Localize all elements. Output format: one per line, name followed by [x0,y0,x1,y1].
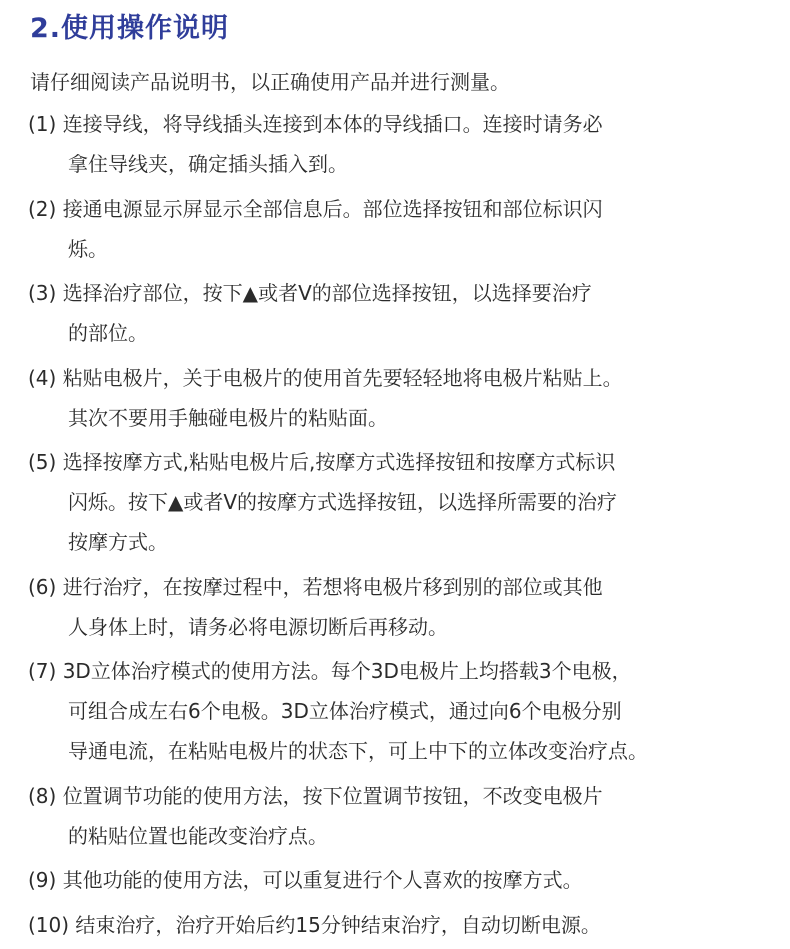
step-8 [28,776,778,856]
step-line: 的部位。 [68,321,148,345]
step-10 [28,905,778,945]
step-line: (1) 连接导线，将导线插头连接到本体的导线插口。连接时请务必 [28,112,603,136]
step-6 [28,567,778,647]
step-line: 拿住导线夹，确定插头插入到。 [68,152,348,176]
step-line: (6) 进行治疗，在按摩过程中，若想将电极片移到别的部位或其他 [28,574,603,599]
step-5 [28,442,778,562]
step-line: (8) 位置调节功能的使用方法，按下位置调节按钮，不改变电极片 [28,783,603,808]
step-line: (3) 选择治疗部位，按下▲或者V的部位选择按钮，以选择要治疗 [28,281,592,305]
step-9 [28,860,778,900]
step-line: 其次不要用手触碰电极片的粘贴面。 [68,405,388,430]
step-line: (9) 其他功能的使用方法，可以重复进行个人喜欢的按摩方式。 [28,868,583,892]
step-line: (5) 选择按摩方式,粘贴电极片后,按摩方式选择按钮和按摩方式标识 [28,450,616,474]
instruction-list [28,104,778,949]
step-line: 的粘贴位置也能改变治疗点。 [68,823,328,848]
intro-text: 请仔细阅读产品说明书，以正确使用产品并进行测量。 [30,70,510,94]
step-line: (10) 结束治疗，治疗开始后约15分钟结束治疗，自动切断电源。 [28,912,601,937]
step-line: (2) 接通电源显示屏显示全部信息后。部位选择按钮和部位标识闪 [28,196,603,221]
step-2 [28,189,778,269]
section-title: 2.使用操作说明 [30,13,230,44]
step-line: (7) 3D立体治疗模式的使用方法。每个3D电极片上均搭载3个电极， [28,659,632,683]
step-line: 烁。 [68,236,108,261]
step-3 [28,273,778,353]
step-line: 闪烁。按下▲或者V的按摩方式选择按钮，以选择所需要的治疗 [68,490,618,514]
step-line: 可组合成左右6个电极。3D立体治疗模式，通过向6个电极分别 [68,699,622,723]
step-line: 人身体上时，请务必将电源切断后再移动。 [68,614,448,639]
step-line: (4) 粘贴电极片，关于电极片的使用首先要轻轻地将电极片粘贴上。 [28,365,623,390]
step-7 [28,651,778,771]
step-line: 按摩方式。 [68,530,168,554]
step-line: 导通电流，在粘贴电极片的状态下，可上中下的立体改变治疗点。 [68,739,648,763]
step-1 [28,104,778,184]
step-4 [28,358,778,438]
